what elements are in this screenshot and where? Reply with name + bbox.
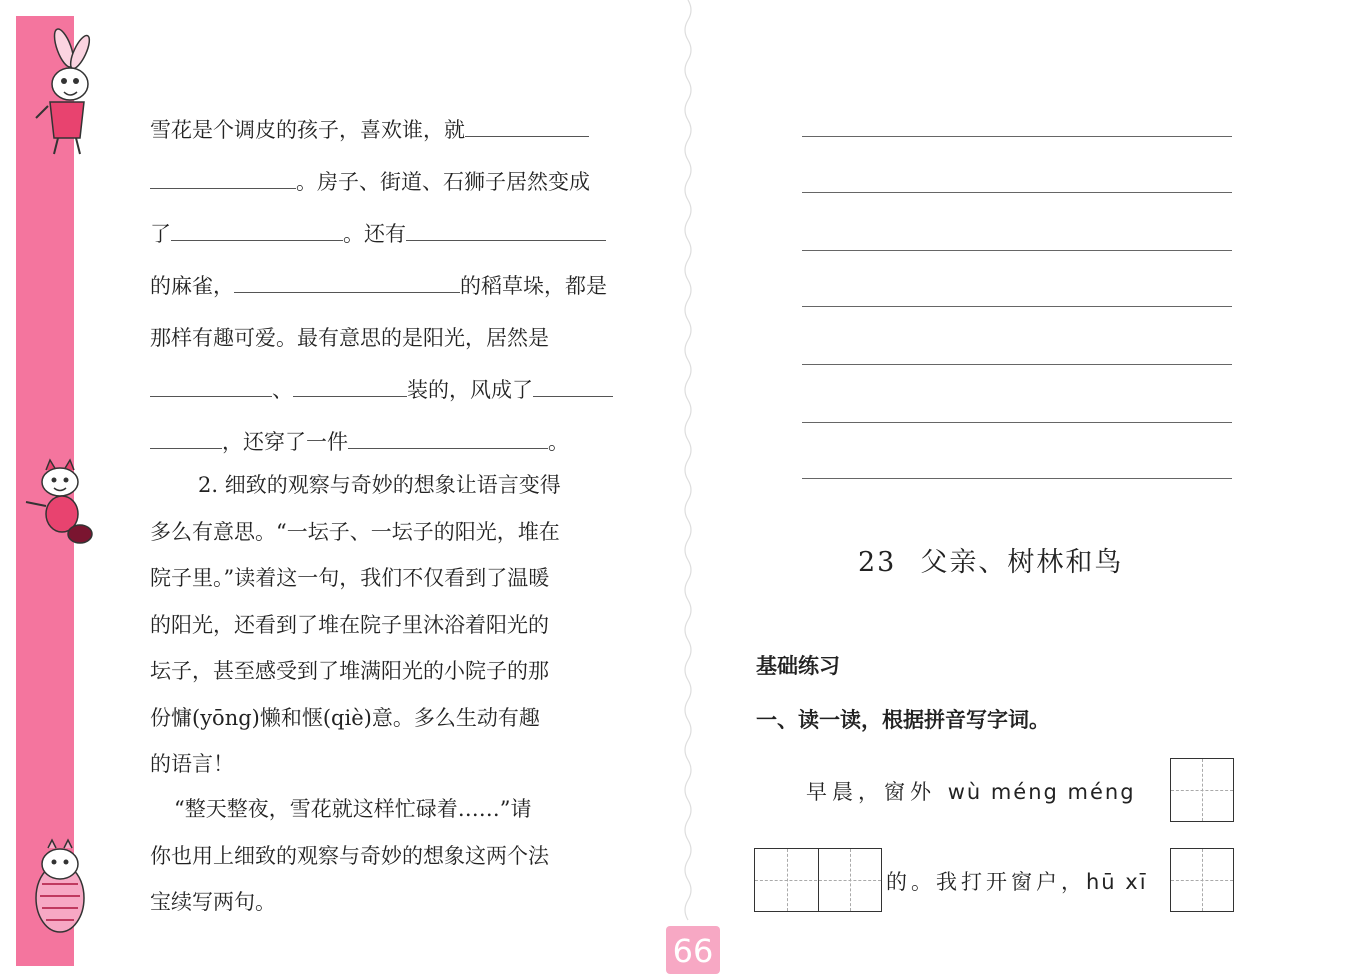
answer-blank[interactable]: [234, 262, 460, 293]
line-text: 。房子、街道、石狮子居然变成: [296, 170, 590, 194]
answer-blank[interactable]: [293, 366, 407, 397]
text-line: [150, 104, 634, 156]
line-text: 雪花是个调皮的孩子，喜欢谁，就: [150, 118, 465, 142]
lesson-number: 23: [858, 547, 897, 578]
writing-line[interactable]: [802, 250, 1232, 251]
answer-blank[interactable]: [150, 418, 222, 449]
text-line: 宝续写两句。: [150, 890, 276, 914]
line-text: 那样有趣可爱。最有意思的是阳光，居然是: [150, 326, 549, 350]
line-text: 。: [548, 430, 569, 454]
text-line: 院子里。”读着这一句，我们不仅看到了温暖: [150, 566, 550, 590]
answer-blank[interactable]: [348, 418, 548, 449]
writing-line[interactable]: [802, 478, 1232, 479]
pinyin-prompt: wù méng méng: [947, 780, 1136, 804]
paragraph-3: [150, 786, 634, 926]
text-line: 你也用上细致的观察与奇妙的想象这两个法: [150, 843, 549, 868]
exercise-sentence-1: [806, 776, 1136, 806]
text-line: 的语言！: [150, 752, 234, 776]
text-line: [150, 208, 634, 260]
text-line: 2. 细致的观察与奇妙的想象让语言变得: [198, 473, 561, 497]
cat-cartoon-icon: [18, 458, 94, 548]
exercise-title: 一、读一读，根据拼音写字词。: [756, 708, 1050, 732]
answer-blank[interactable]: [150, 158, 296, 189]
section-title: 基础练习: [756, 654, 840, 678]
text-line: “整天整夜，雪花就这样忙碌着……”请: [174, 797, 532, 821]
fill-in-paragraph: [150, 104, 634, 468]
writing-line[interactable]: [802, 364, 1232, 365]
text-line: 坛子，甚至感受到了堆满阳光的小院子的那: [150, 659, 549, 683]
text-line: [150, 260, 634, 312]
line-text: 的稻草垛，都是: [460, 274, 607, 298]
line-text: 。还有: [343, 222, 406, 246]
answer-blank[interactable]: [150, 366, 272, 397]
answer-blank[interactable]: [533, 366, 613, 397]
pinyin-prompt: hū xī: [1086, 870, 1148, 894]
text-line: [150, 416, 634, 468]
tiger-cartoon-icon: [20, 834, 96, 944]
line-text: 了: [150, 222, 171, 246]
book-spine-divider: [680, 0, 700, 980]
writing-line[interactable]: [802, 422, 1232, 423]
answer-blank[interactable]: [465, 106, 589, 137]
paragraph-2: [150, 462, 634, 788]
text-line: 份慵(yōng)懒和惬(qiè)意。多么生动有趣: [150, 705, 540, 730]
character-grid-box[interactable]: [1170, 758, 1234, 822]
line-text: 、: [272, 378, 293, 402]
rabbit-cartoon-icon: [14, 26, 98, 156]
text-line: 多么有意思。“一坛子、一坛子的阳光，堆在: [150, 519, 560, 544]
writing-line[interactable]: [802, 306, 1232, 307]
lesson-title: [858, 540, 1123, 579]
line-text: 装的，风成了: [407, 378, 533, 402]
sentence-text: 早晨，窗外: [806, 780, 936, 804]
answer-blank[interactable]: [406, 210, 606, 241]
answer-blank[interactable]: [171, 210, 343, 241]
text-line: [150, 156, 634, 208]
line-text: 的麻雀，: [150, 274, 234, 298]
writing-line[interactable]: [802, 192, 1232, 193]
line-text: ，还穿了一件: [222, 430, 348, 454]
sentence-text: 的。我打开窗户，: [886, 870, 1086, 894]
character-grid-box[interactable]: [1170, 848, 1234, 912]
character-grid-box[interactable]: [754, 848, 882, 912]
exercise-sentence-2: [886, 866, 1148, 896]
page-number: 66: [672, 932, 714, 970]
writing-line[interactable]: [802, 136, 1232, 137]
text-line: [150, 364, 634, 416]
text-line: 的阳光，还看到了堆在院子里沐浴着阳光的: [150, 612, 549, 637]
text-line: [150, 312, 634, 364]
lesson-name: 父亲、树林和鸟: [920, 547, 1124, 578]
